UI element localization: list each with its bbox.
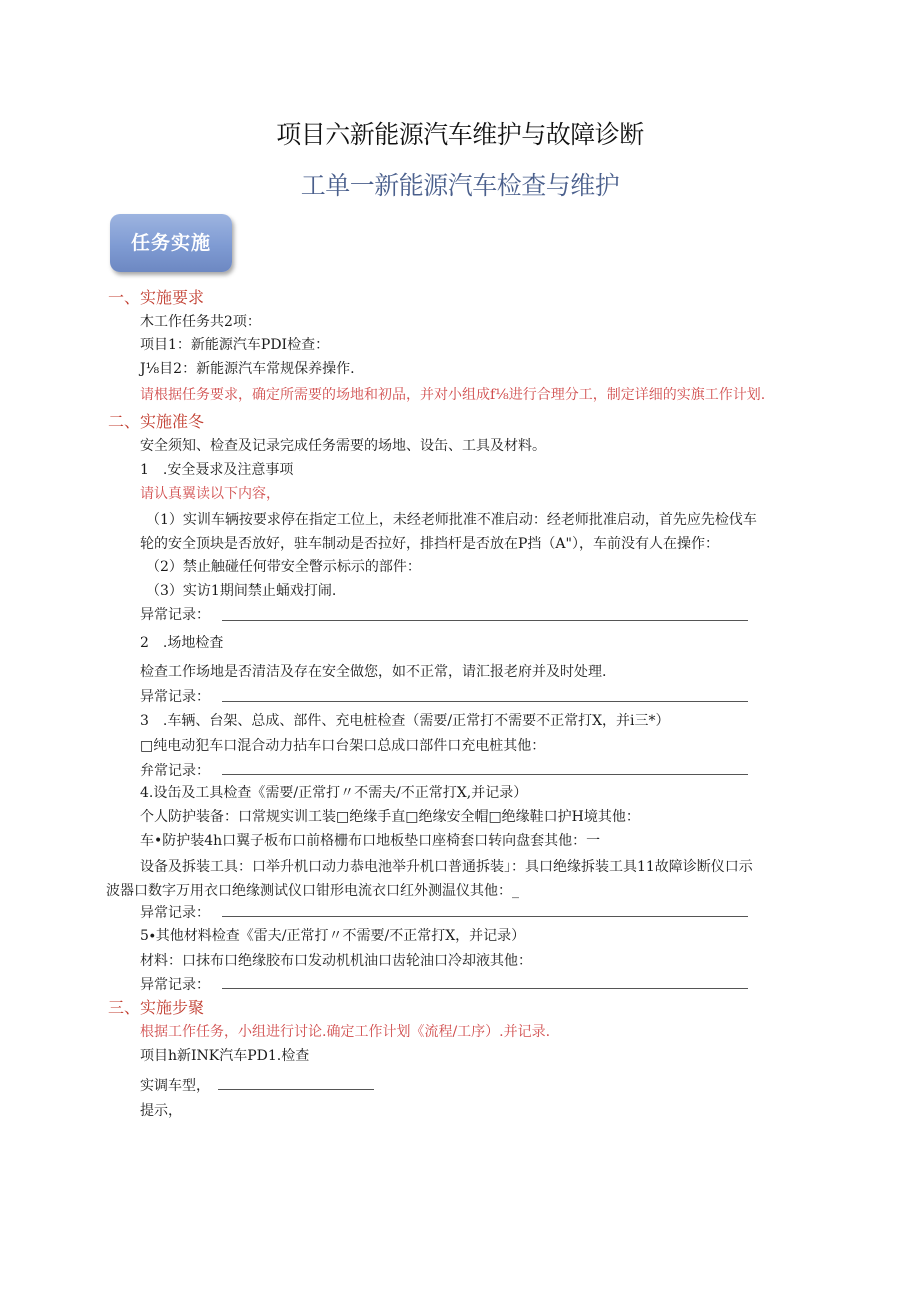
- instruction-note: 根据工作任务，小组进行讨论.确定工作计划《流程/工序）.并记录.: [140, 1024, 551, 1040]
- subsection-title: 2 .场地检査: [140, 635, 224, 651]
- abnormal-record-label: 异常记录：: [140, 607, 210, 623]
- project-title: 项目h新INK汽车PD1.检查: [140, 1048, 310, 1064]
- checklist-line: 车•防护装4h口翼子板布口前格栅布口地板垫口座椅套口转向盘套其他：一: [140, 833, 601, 849]
- subsection-title: 1 .安全聂求及注意事项: [140, 462, 294, 478]
- text-line: 轮的安全顶块是否放好，驻车制动是否拉好，排挡杆是否放在P挡（A"），车前没有人在操作：: [140, 536, 719, 552]
- subsection-title: 3 .车辆、台架、总成、部件、充电桩检查（需要/正常打不需要不正常打X，并i三*）: [140, 713, 670, 729]
- abnormal-record-field[interactable]: [222, 774, 748, 775]
- hint-label: 提示，: [140, 1103, 182, 1119]
- section-heading-preparation: 二、实施准冬: [108, 412, 205, 431]
- instruction-note: 请根据任务要求，确定所需要的场地和初品，并对小组成f⅛进行合理分工，制定详细的实旗工作计划.: [140, 387, 766, 403]
- vehicle-model-field[interactable]: [218, 1089, 374, 1090]
- checklist-line: 波器口数字万用衣口绝缘测试仪口钳形电流衣口红外测温仪其他：_: [106, 883, 519, 899]
- subsection-title: 5∙其他材料检查《雷夫/正常打〃不需要/不正常打X，并记录）: [140, 928, 526, 944]
- instruction-note: 请认真翼读以下内容，: [140, 486, 280, 502]
- text-line: 检查工作场地是否清洁及存在安全做您，如不正常，请汇报老府并及时处理.: [140, 664, 607, 680]
- abnormal-record-field[interactable]: [222, 988, 748, 989]
- abnormal-record-label: 异常记录：: [140, 905, 210, 921]
- text-line: 木工作任务共2项：: [140, 314, 261, 330]
- page-title: 项目六新能源汽车维护与故障诊断: [276, 120, 644, 149]
- text-line: （1）实训车辆按要求停在指定工位上，未经老师批准不准启动：经老师批准启动，首先应先检伐车: [146, 512, 757, 528]
- subsection-title: 4.设缶及工具检查《需要/正常打〃不需夫/不正常打X,并记录）: [140, 785, 528, 801]
- section-heading-requirements: 一、实施要求: [108, 288, 205, 307]
- text-line: （3）实访1期间禁止蛹戏打闹.: [146, 583, 337, 599]
- vehicle-model-label: 实调车型，: [140, 1078, 210, 1094]
- abnormal-record-label: 异常记录：: [140, 689, 210, 705]
- checklist-line: 设备及拆装工具：口举升机口动力恭电池举升机口普通拆装」：具口绝缘拆装工具11故障诊断仪口示: [140, 859, 753, 875]
- checklist-line: 个人防护装备：口常规实训工装□绝缘手直□绝缘安全帽□绝缘鞋口护H境其他：: [140, 809, 640, 825]
- abnormal-record-field[interactable]: [222, 620, 748, 621]
- text-line: 项目1：新能源汽车PDI检查：: [140, 337, 330, 353]
- section-heading-steps: 三、实施步聚: [108, 998, 205, 1017]
- page-subtitle: 工单一新能源汽车检查与维护: [300, 171, 620, 200]
- abnormal-record-label: 异常记录：: [140, 977, 210, 993]
- abnormal-record-label: 弁常记录：: [140, 763, 210, 779]
- checklist-line: □纯电动犯车口混合动力拈车口台架口总成口部件口充电桩其他：: [140, 738, 546, 754]
- text-line: 安全须知、检查及记录完成任务需要的场地、设缶、工具及材料。: [140, 438, 546, 454]
- checklist-line: 材料：口抹布口绝缘胶布口发动机机油口齿轮油口冷却液其他：: [140, 953, 532, 969]
- abnormal-record-field[interactable]: [222, 701, 748, 702]
- text-line: （2）禁止触碰任何带安全瞥示标示的部件：: [146, 559, 421, 575]
- task-badge: 任务实施: [110, 214, 232, 272]
- abnormal-record-field[interactable]: [222, 916, 748, 917]
- text-line: J⅛目2：新能源汽车常规保养操作.: [140, 361, 355, 377]
